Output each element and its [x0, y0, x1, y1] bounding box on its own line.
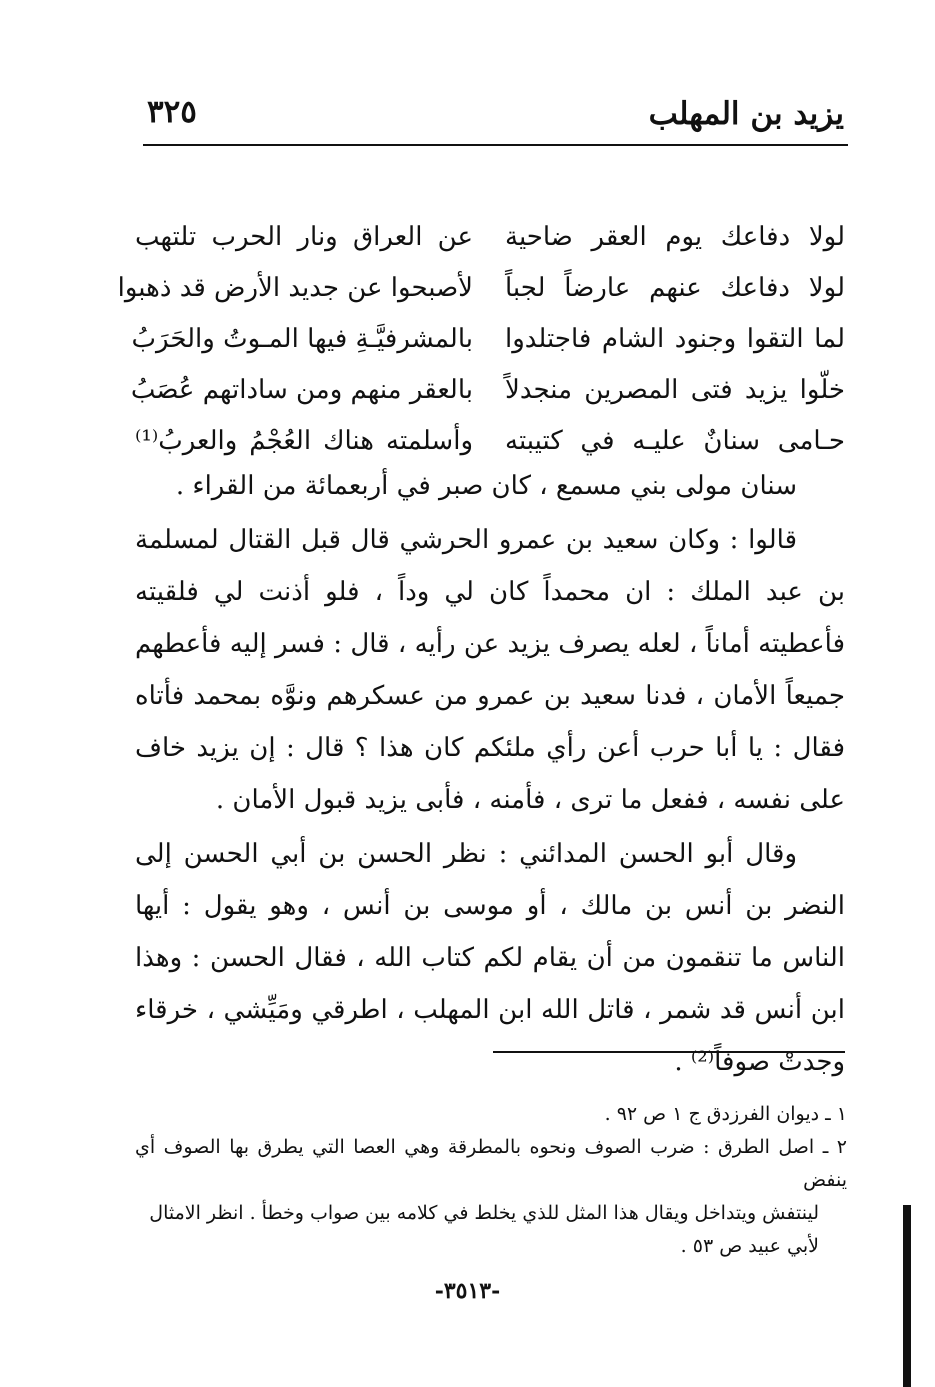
poem — [117, 212, 845, 467]
footnote-1: ١ ـ ديوان الفرزدق ج ١ ص ٩٢ . — [604, 1103, 847, 1125]
verse-second-hemistich: بالعقر منهم ومن ساداتهم عُصَبُ — [130, 375, 473, 405]
running-title: يزيد بن المهلب — [648, 96, 844, 132]
body-paragraph: قالوا : وكان سعيد بن عمرو الحرشي قال قبل القتال لمسلمة بن عبد الملك : ان محمداً كان لي وداً ، فلو أذنت لي فلقيته فأعطيته أماناً ، لعله يصرف يزيد عن رأيه ، قال : فسر إليه فأعطهم جميعاً الأمان ، فدنا سعيد بن عمرو من عسكرهم ونوَّه بمحمد فأتاه فقال : يا أبا حرب أعن رأي ملئكم كان هذا ؟ قال : إن يزيد خاف على نفسه ، ففعل ما ترى ، فأمنه ، فأبى يزيد قبول الأمان . — [135, 525, 845, 815]
verse-second-hemistich: لأصبحوا عن جديد الأرض قد ذهبوا — [117, 273, 473, 303]
footnote-2-line-1: ٢ ـ اصل الطرق : ضرب الصوف ونحوه بالمطرقة وهي العصا التي يطرق بها الصوف أي ينفض — [135, 1136, 847, 1191]
verse-second-hemistich: بالمشرفيَّـةِ فيها المـوتُ والحَرَبُ — [131, 324, 473, 354]
folio-number: -٣٥١٣- — [434, 1278, 501, 1304]
verse-second-hemistich: عن العراق ونار الحرب تلتهب — [135, 222, 473, 252]
verse-second-hemistich: وأسلمته هناك العُجْمُ والعربُ⁽¹⁾ — [135, 426, 473, 456]
footnote-2-line-2: لينتفش ويتداخل ويقال هذا المثل للذي يخلط في كلامه بين صواب وخطأ . انظر الامثال — [149, 1202, 819, 1224]
body-text — [135, 460, 845, 1088]
footnote-separator — [493, 1051, 845, 1053]
verse-first-hemistich: لولا دفاعك عنهم عارضاً لجباً — [505, 273, 845, 303]
scan-margin-mark — [903, 1205, 911, 1387]
page-header — [143, 92, 848, 146]
poem-verse — [131, 314, 845, 365]
poem-verse — [117, 263, 845, 314]
verse-first-hemistich: خلّوا يزيد فتى المصرين منجدلاً — [505, 375, 845, 405]
page-number: ٣٢٥ — [147, 94, 197, 130]
footnote-2-line-3: لأبي عبيد ص ٥٣ . — [680, 1235, 819, 1257]
body-paragraph: سنان مولى بني مسمع ، كان صبر في أربعمائة من القراء . — [175, 471, 797, 501]
body-paragraph: وقال أبو الحسن المدائني : نظر الحسن بن أبي الحسن إلى النضر بن أنس بن مالك ، أو موسى بن أنس ، وهو يقول : أيها الناس ما تنقمون من أن يقام لكم كتاب الله ، فقال الحسن : وهذا ابن أنس قد شمر ، قاتل الله ابن المهلب ، اطرقي ومَيِّشي ، خرقاء وجدتْ صوفاً⁽²⁾ . — [135, 839, 845, 1077]
verse-first-hemistich: لما التقوا وجنود الشام فاجتلدوا — [505, 324, 845, 354]
verse-first-hemistich: لولا دفاعك يوم العقر ضاحية — [505, 222, 845, 252]
poem-verse — [135, 212, 845, 263]
poem-verse — [130, 365, 845, 416]
verse-first-hemistich: حـامى سنانٌ عليـه في كتيبته — [505, 426, 845, 456]
footnotes — [135, 1098, 847, 1263]
